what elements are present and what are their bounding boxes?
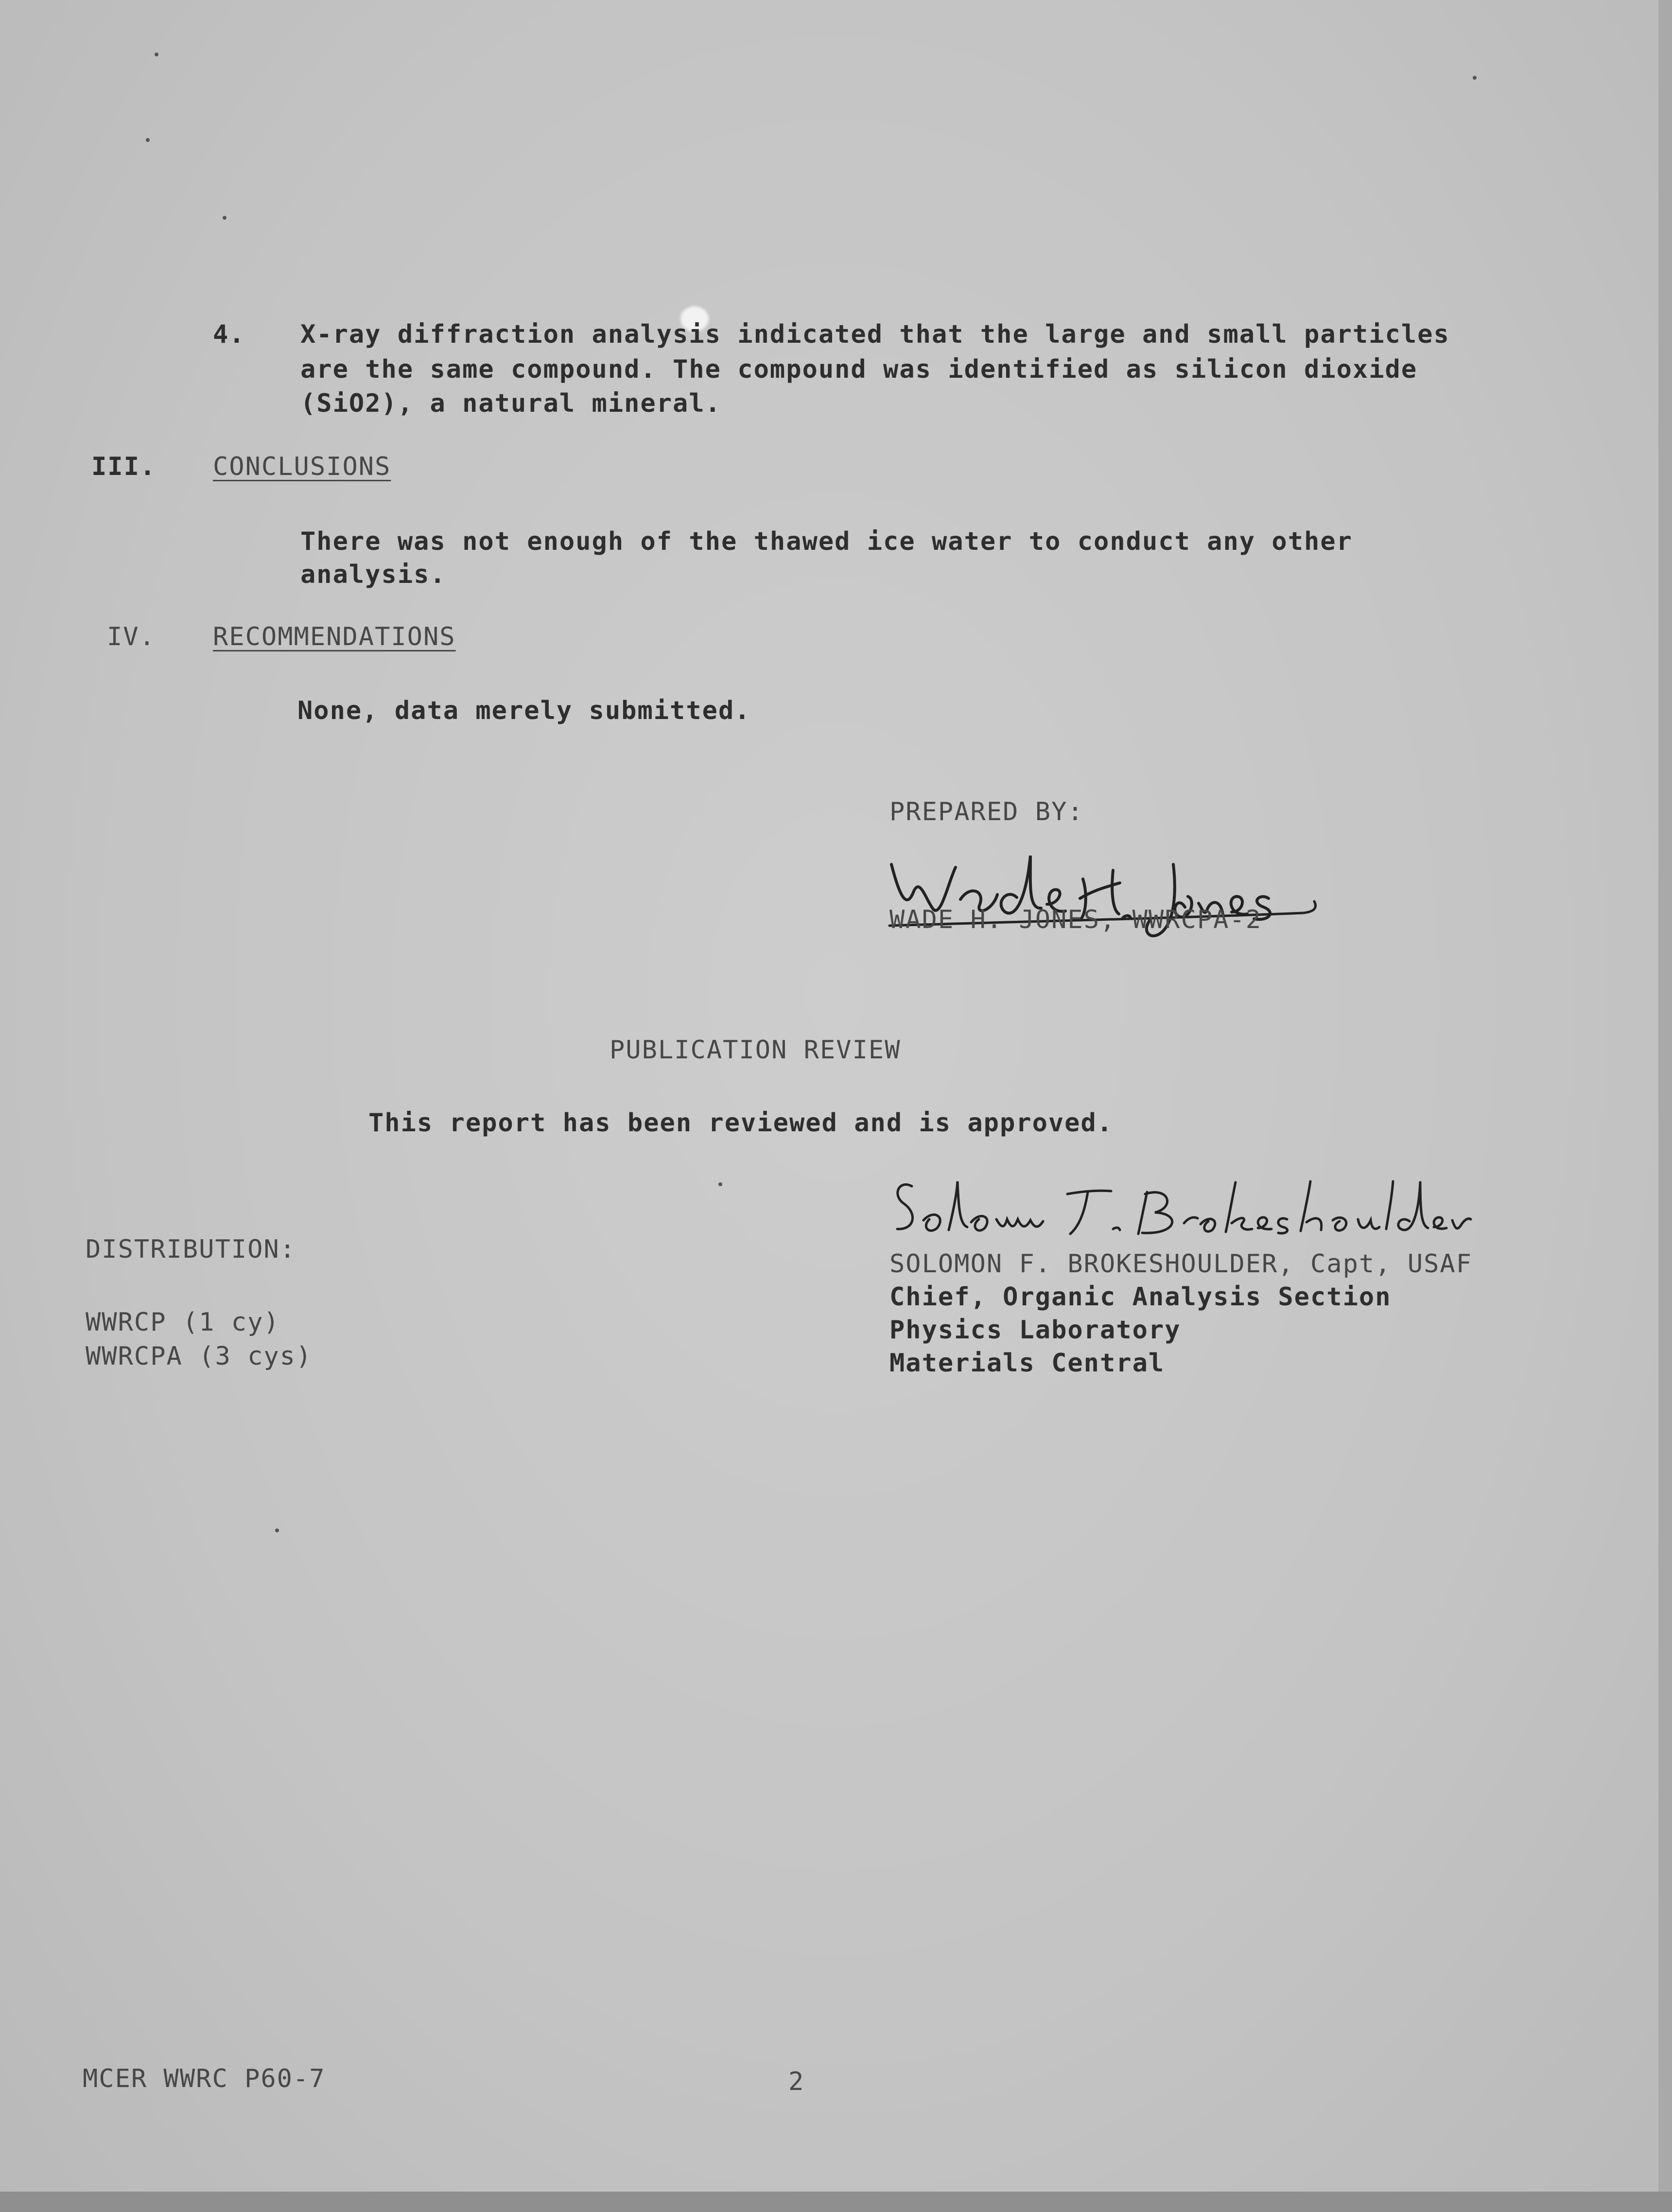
item-4-line-1: X-ray diffraction analysis indicated that the large and small particles	[300, 320, 1450, 349]
prepared-by-label: PREPARED BY:	[889, 797, 1084, 826]
distribution-entry: WWRCP (1 cy)	[86, 1308, 280, 1337]
item-4-line-3: (SiO2), a natural mineral.	[300, 389, 721, 418]
section-3-line-2: analysis.	[300, 560, 446, 589]
section-4-numeral: IV.	[107, 622, 156, 651]
scan-speck	[275, 1528, 279, 1532]
distribution-entry: WWRCPA (3 cys)	[86, 1342, 313, 1371]
footer-reference: MCER WWRC P60-7	[83, 2064, 326, 2093]
approver-name: SOLOMON F. BROKESHOULDER, Capt, USAF	[889, 1249, 1473, 1279]
approver-lab: Physics Laboratory	[889, 1316, 1181, 1345]
distribution-heading: DISTRIBUTION:	[86, 1235, 296, 1264]
scan-speck	[1473, 76, 1477, 80]
brokeshoulder-signature	[889, 1167, 1473, 1254]
section-4-text: None, data merely submitted.	[297, 696, 751, 725]
section-3-line-1: There was not enough of the thawed ice water to conduct any other	[300, 527, 1353, 556]
section-4-heading: RECOMMENDATIONS	[213, 622, 456, 651]
page-edge-shadow	[1658, 0, 1672, 2212]
approver-org: Materials Central	[889, 1349, 1165, 1378]
section-3-heading: CONCLUSIONS	[213, 452, 391, 481]
scan-speck	[718, 1182, 722, 1186]
page-number: 2	[788, 2067, 805, 2096]
item-4-line-2: are the same compound. The compound was identified as silicon dioxide	[300, 355, 1418, 384]
scan-speck	[146, 138, 150, 142]
scan-speck	[223, 216, 226, 220]
page-bottom-shadow	[0, 2192, 1672, 2212]
item-4-number: 4.	[213, 320, 245, 349]
approver-title: Chief, Organic Analysis Section	[889, 1282, 1392, 1312]
scan-speck	[155, 53, 158, 56]
prepared-by-name: WADE H. JONES, WWRCPA-2	[889, 905, 1262, 934]
publication-review-heading: PUBLICATION REVIEW	[610, 1036, 901, 1065]
publication-review-text: This report has been reviewed and is approved.	[368, 1108, 1114, 1138]
section-3-numeral: III.	[91, 452, 157, 481]
